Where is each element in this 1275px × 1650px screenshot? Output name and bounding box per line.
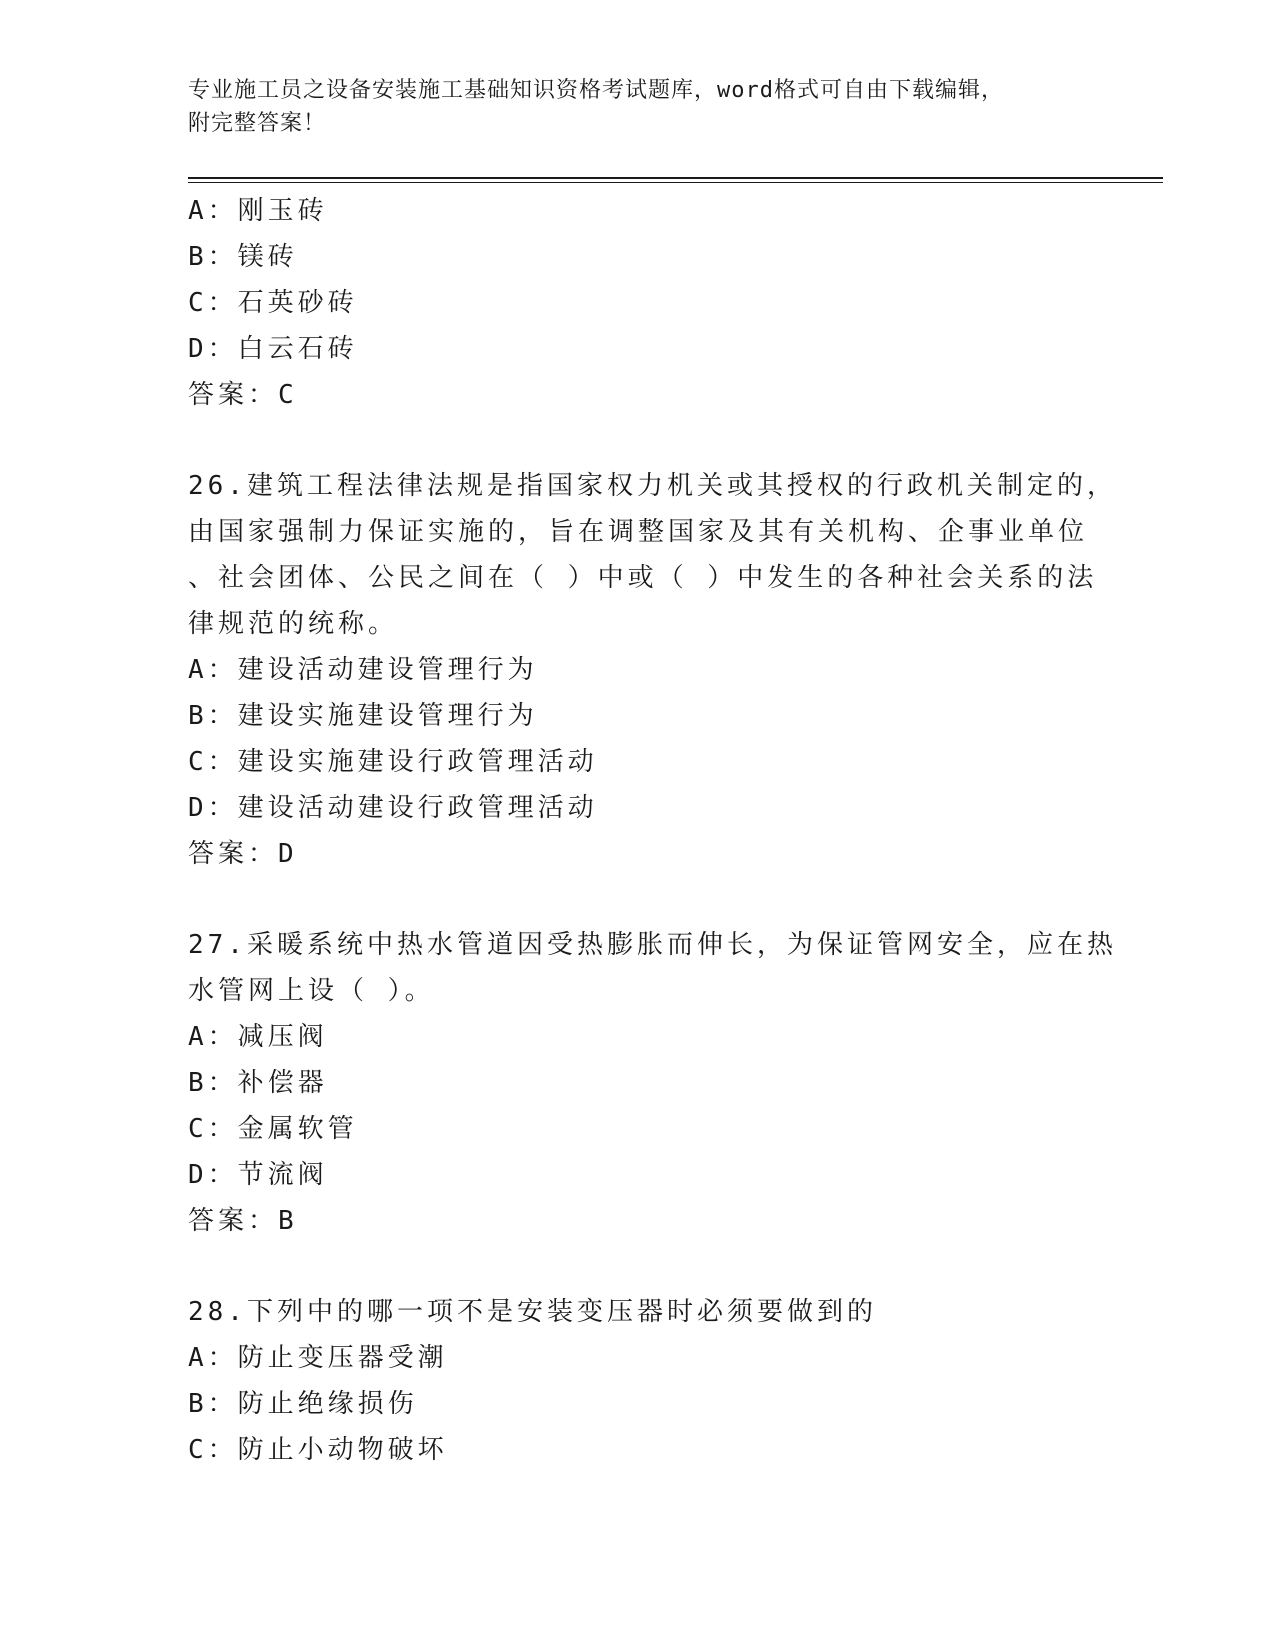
header-divider-thick <box>188 177 1163 179</box>
option-a: A：防止变压器受潮 <box>188 1343 448 1373</box>
option-a: A：减压阀 <box>188 1022 328 1052</box>
question-stem-line: 27.采暖系统中热水管道因受热膨胀而伸长，为保证管网安全，应在热 <box>188 930 1117 960</box>
answer-line: 答案：C <box>188 380 298 410</box>
option-b: B：镁砖 <box>188 242 298 272</box>
answer-line: 答案：D <box>188 839 298 869</box>
question-stem-line: 水管网上设（ ）。 <box>188 976 435 1006</box>
header-line-1: 专业施工员之设备安装施工基础知识资格考试题库，word格式可自由下载编辑， <box>188 78 1004 103</box>
option-a: A：建设活动建设管理行为 <box>188 655 538 685</box>
header-divider-thin <box>188 182 1163 183</box>
question-27 <box>188 922 1117 1244</box>
question-28 <box>188 1289 1088 1473</box>
option-b: B：补偿器 <box>188 1068 328 1098</box>
question-stem-line: 律规范的统称。 <box>188 609 399 639</box>
answer-line: 答案：B <box>188 1206 298 1236</box>
option-c: C：建设实施建设行政管理活动 <box>188 747 598 777</box>
question-spacer <box>188 877 1088 922</box>
question-spacer <box>188 1244 1088 1289</box>
question-26 <box>188 463 1117 877</box>
header-line-2: 附完整答案！ <box>188 111 327 136</box>
question-spacer <box>188 418 1088 463</box>
option-b: B：防止绝缘损伤 <box>188 1389 418 1419</box>
question-list <box>188 188 1117 1473</box>
option-b: B：建设实施建设管理行为 <box>188 701 538 731</box>
option-a: A：刚玉砖 <box>188 196 328 226</box>
question-stem-line: 28.下列中的哪一项不是安装变压器时必须要做到的 <box>188 1297 877 1327</box>
question-25 <box>188 188 1088 418</box>
question-stem-line: 26.建筑工程法律法规是指国家权力机关或其授权的行政机关制定的， <box>188 471 1117 501</box>
option-d: D：建设活动建设行政管理活动 <box>188 793 598 823</box>
question-stem-line: 、社会团体、公民之间在（ ）中或（ ）中发生的各种社会关系的法 <box>188 563 1098 593</box>
option-c: C：金属软管 <box>188 1114 358 1144</box>
option-c: C：石英砂砖 <box>188 288 358 318</box>
option-d: D：白云石砖 <box>188 334 358 364</box>
option-d: D：节流阀 <box>188 1160 328 1190</box>
option-c: C：防止小动物破坏 <box>188 1435 448 1465</box>
question-stem-line: 由国家强制力保证实施的，旨在调整国家及其有关机构、企事业单位 <box>188 517 1089 547</box>
document-header <box>188 74 1088 140</box>
